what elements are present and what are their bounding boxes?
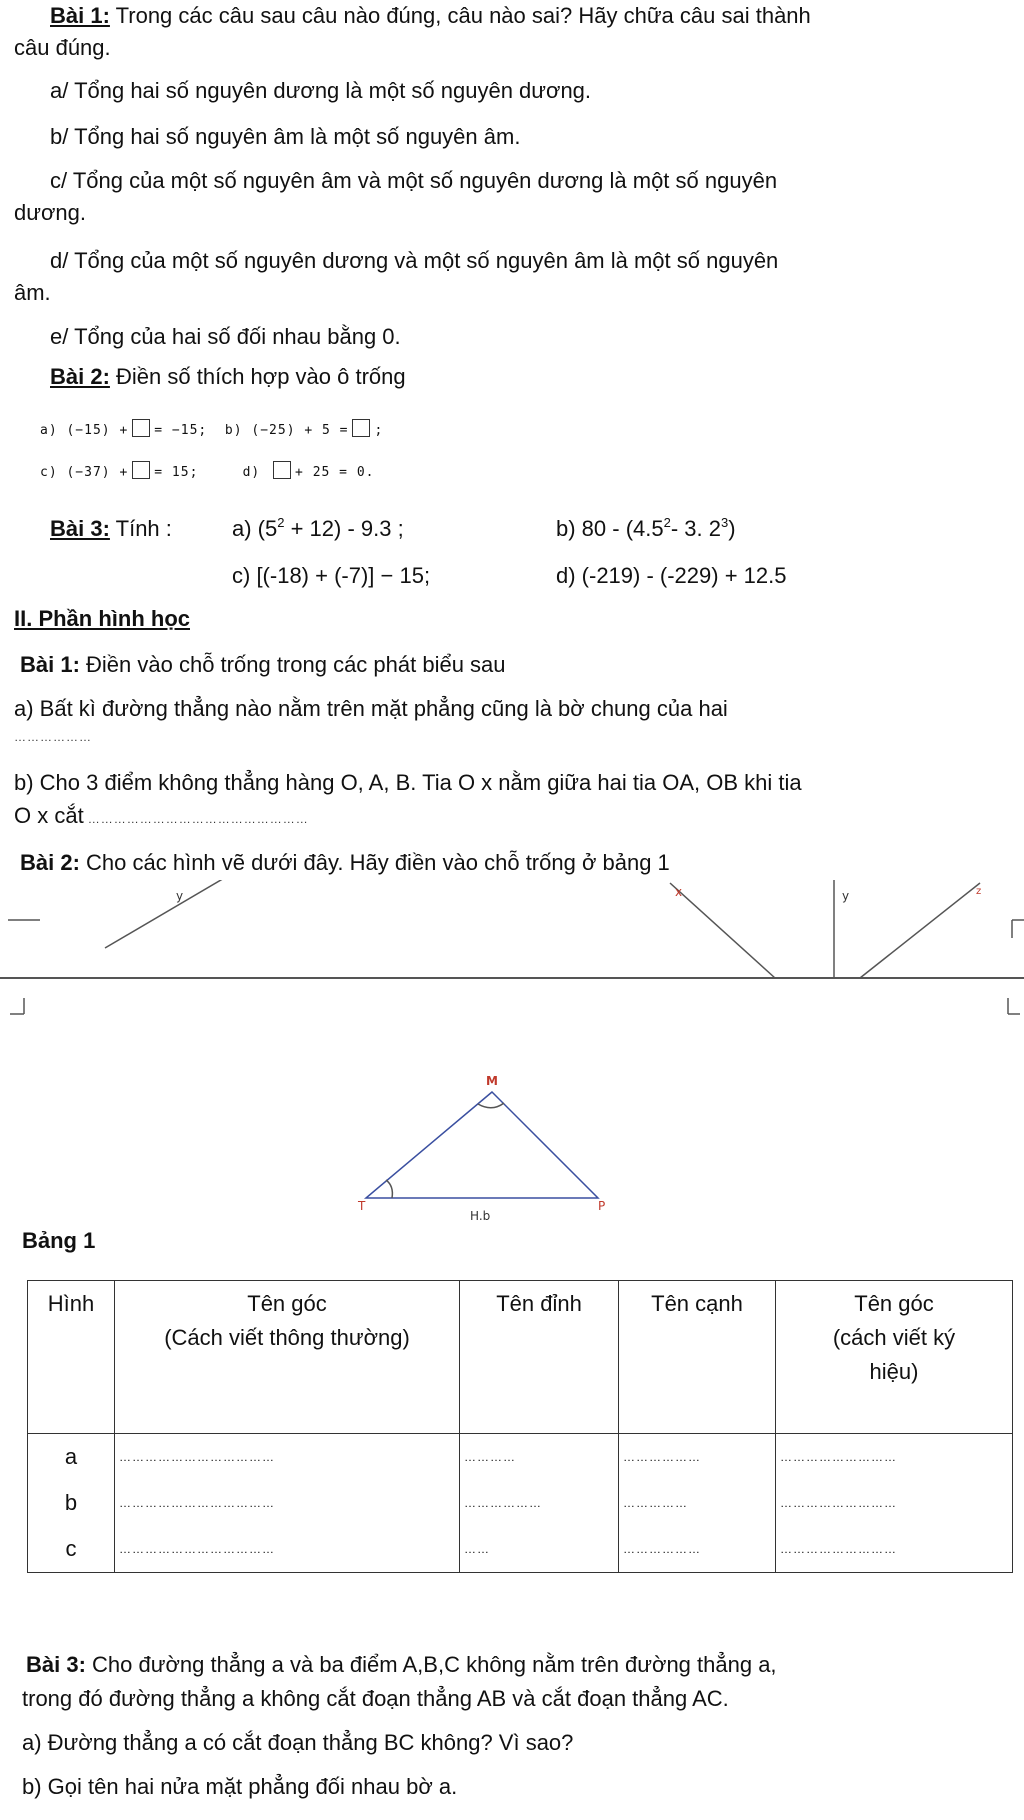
hinh-bai1-line: [20, 652, 506, 678]
hinh-bai2-line: [20, 850, 670, 876]
blank-box: [132, 461, 150, 479]
row-b-hinh: b: [28, 1480, 115, 1526]
fig-label-m: M: [486, 1074, 498, 1088]
fig-label-t: T: [358, 1199, 366, 1213]
hinh-b-dots: ……………………………………………: [87, 812, 309, 826]
header-ky-hieu-l2: (cách viết ký: [832, 1325, 956, 1350]
bai1-item-e: e/ Tổng của hai số đối nhau bằng 0.: [50, 324, 401, 349]
fig-label-hb: H.b: [470, 1209, 491, 1220]
angle-arc-m: [478, 1103, 504, 1108]
bai3h-q2: trong đó đường thẳng a không cắt đoạn thẳng AB và cắt đoạn thẳng AC.: [22, 1686, 729, 1711]
bai1-question-cont: câu đúng.: [14, 35, 111, 60]
bai1-line1: [50, 3, 811, 29]
bai3-row1: [50, 516, 172, 542]
bai1-title: Bài 1:: [50, 3, 110, 28]
row-a-c3: ………………: [619, 1434, 776, 1481]
row-a-hinh: a: [28, 1434, 115, 1481]
hinh-bai2-title: Bài 2:: [20, 850, 80, 875]
row-c-c1: ………………………………: [115, 1526, 460, 1573]
fig-label-z: z: [976, 886, 982, 897]
row-a-c4: ………………………: [776, 1434, 1013, 1481]
bai1-item-d-cont: âm.: [14, 280, 51, 305]
bai3-a: [232, 516, 404, 542]
bai3h-q1: Cho đường thẳng a và ba điểm A,B,C không nằm trên đường thẳng a,: [85, 1652, 777, 1677]
row-a-c2: …………: [460, 1434, 619, 1481]
fig-label-y2: y: [842, 889, 850, 903]
bai1-item-c-cont: dương.: [14, 200, 86, 225]
bai3-title: Bài 3:: [50, 516, 110, 541]
header-ky-hieu-l3: hiệu): [869, 1359, 919, 1384]
bai2-a-right: = −15;: [154, 423, 208, 438]
row-b-c1: ………………………………: [115, 1480, 460, 1526]
bai1-item-c: c/ Tổng của một số nguyên âm và một số nguyên dương là một số nguyên: [50, 168, 778, 193]
bai2-row2: [40, 460, 375, 486]
table-row: [28, 1480, 1013, 1526]
fig-label-p: P: [598, 1199, 606, 1213]
bai3-a-sup: 2: [277, 515, 285, 530]
fig-a-ray: [105, 880, 226, 948]
row-b-c3: ……………: [619, 1480, 776, 1526]
bai3-b: [556, 516, 736, 542]
bai2-d-right: + 25 = 0.: [295, 465, 375, 480]
bai3-c: c) [(-18) + (-7)] − 15;: [232, 563, 431, 588]
fig-label-x: x: [675, 885, 683, 899]
fig-label-y1: y: [176, 889, 184, 903]
header-ten-goc-l2: (Cách viết thông thường): [164, 1325, 410, 1350]
bai2-line: [50, 364, 406, 390]
header-ten-goc: [115, 1281, 460, 1434]
header-ten-goc-l1: Tên góc: [247, 1291, 327, 1316]
bai2-c-left: c) (−37) +: [40, 465, 129, 480]
blank-box: [352, 419, 370, 437]
bai3h-line1: [26, 1652, 777, 1678]
blank-box: [132, 419, 150, 437]
bai1-item-a: a/ Tổng hai số nguyên dương là một số nguyên dương.: [50, 78, 592, 103]
table-row: [28, 1434, 1013, 1481]
hinh-bai1-title: Bài 1:: [20, 652, 80, 677]
blank-box: [273, 461, 291, 479]
bai1-question: Trong các câu sau câu nào đúng, câu nào sai? Hãy chữa câu sai thành: [109, 3, 811, 28]
bai3h-a: a) Đường thẳng a có cắt đoạn thẳng BC không? Vì sao?: [22, 1730, 574, 1755]
bai3-b-sup2: 3: [720, 515, 729, 530]
row-c-hinh: c: [28, 1526, 115, 1573]
bai3-question: Tính :: [109, 516, 172, 541]
table-1: [27, 1280, 1013, 1573]
figures: [0, 880, 1024, 1220]
row-b-c2: ………………: [460, 1480, 619, 1526]
bai3-b-text: b) 80 - (4.5: [556, 516, 664, 541]
angle-arc-t: [386, 1180, 392, 1198]
hinh-b-text2: O x cắt: [14, 803, 84, 828]
bai1-item-d: d/ Tổng của một số nguyên dương và một số nguyên âm là một số nguyên: [50, 248, 779, 273]
bai2-question: Điền số thích hợp vào ô trống: [109, 364, 406, 389]
header-ten-goc-ky-hieu: [776, 1281, 1013, 1434]
bai3-d: d) (-219) - (-229) + 12.5: [556, 563, 787, 588]
header-ten-dinh: Tên đỉnh: [460, 1281, 619, 1434]
bai3-b-sup1: 2: [663, 515, 671, 530]
triangle-mtp: [366, 1092, 598, 1198]
row-c-c3: ………………: [619, 1526, 776, 1573]
hinh-a-text: a) Bất kì đường thẳng nào nằm trên mặt phẳng cũng là bờ chung của hai: [14, 696, 728, 721]
bai3-a-rest: + 12) - 9.3 ;: [284, 516, 404, 541]
hinh-b-text: b) Cho 3 điểm không thẳng hàng O, A, B. Tia O x nằm giữa hai tia OA, OB khi tia: [14, 770, 802, 795]
row-a-c1: ………………………………: [115, 1434, 460, 1481]
row-b-c4: ………………………: [776, 1480, 1013, 1526]
fig-d-ray: [860, 883, 980, 978]
hinh-a-dots: ………………: [14, 730, 92, 744]
bai3-a-text: a) (5: [232, 516, 278, 541]
hinh-heading: II. Phần hình học: [14, 606, 190, 631]
bai3-b-end: ): [728, 516, 736, 541]
table-row: [28, 1526, 1013, 1573]
bai2-d-left: d): [242, 465, 261, 480]
row-c-c2: ……: [460, 1526, 619, 1573]
hinh-b-line2: [14, 803, 309, 832]
header-ten-canh: Tên cạnh: [619, 1281, 776, 1434]
bai3h-b: b) Gọi tên hai nửa mặt phẳng đối nhau bờ a.: [22, 1774, 458, 1799]
header-hinh: Hình: [28, 1281, 115, 1434]
bai2-title: Bài 2:: [50, 364, 110, 389]
fig-b-ray: [670, 883, 775, 978]
bai2-row1: a) (−15) + = −15; b) (−25) + 5 = ;: [40, 418, 383, 444]
hinh-bai2-q: Cho các hình vẽ dưới đây. Hãy điền vào chỗ trống ở bảng 1: [79, 850, 670, 875]
bai1-item-b: b/ Tổng hai số nguyên âm là một số nguyên âm.: [50, 124, 521, 149]
bai2-c-right: = 15;: [154, 465, 199, 480]
bai2-a-left: a) (−15) +: [40, 423, 129, 438]
bai3h-title: Bài 3:: [26, 1652, 86, 1677]
table-header-row: [28, 1281, 1013, 1434]
bai2-b-left: b) (−25) + 5 =: [224, 423, 349, 438]
hinh-bai1-q: Điền vào chỗ trống trong các phát biểu sau: [79, 652, 506, 677]
header-ky-hieu-l1: Tên góc: [854, 1291, 934, 1316]
bai3-b-mid: - 3. 2: [670, 516, 721, 541]
row-c-c4: ………………………: [776, 1526, 1013, 1573]
table-caption: Bảng 1: [22, 1228, 96, 1253]
